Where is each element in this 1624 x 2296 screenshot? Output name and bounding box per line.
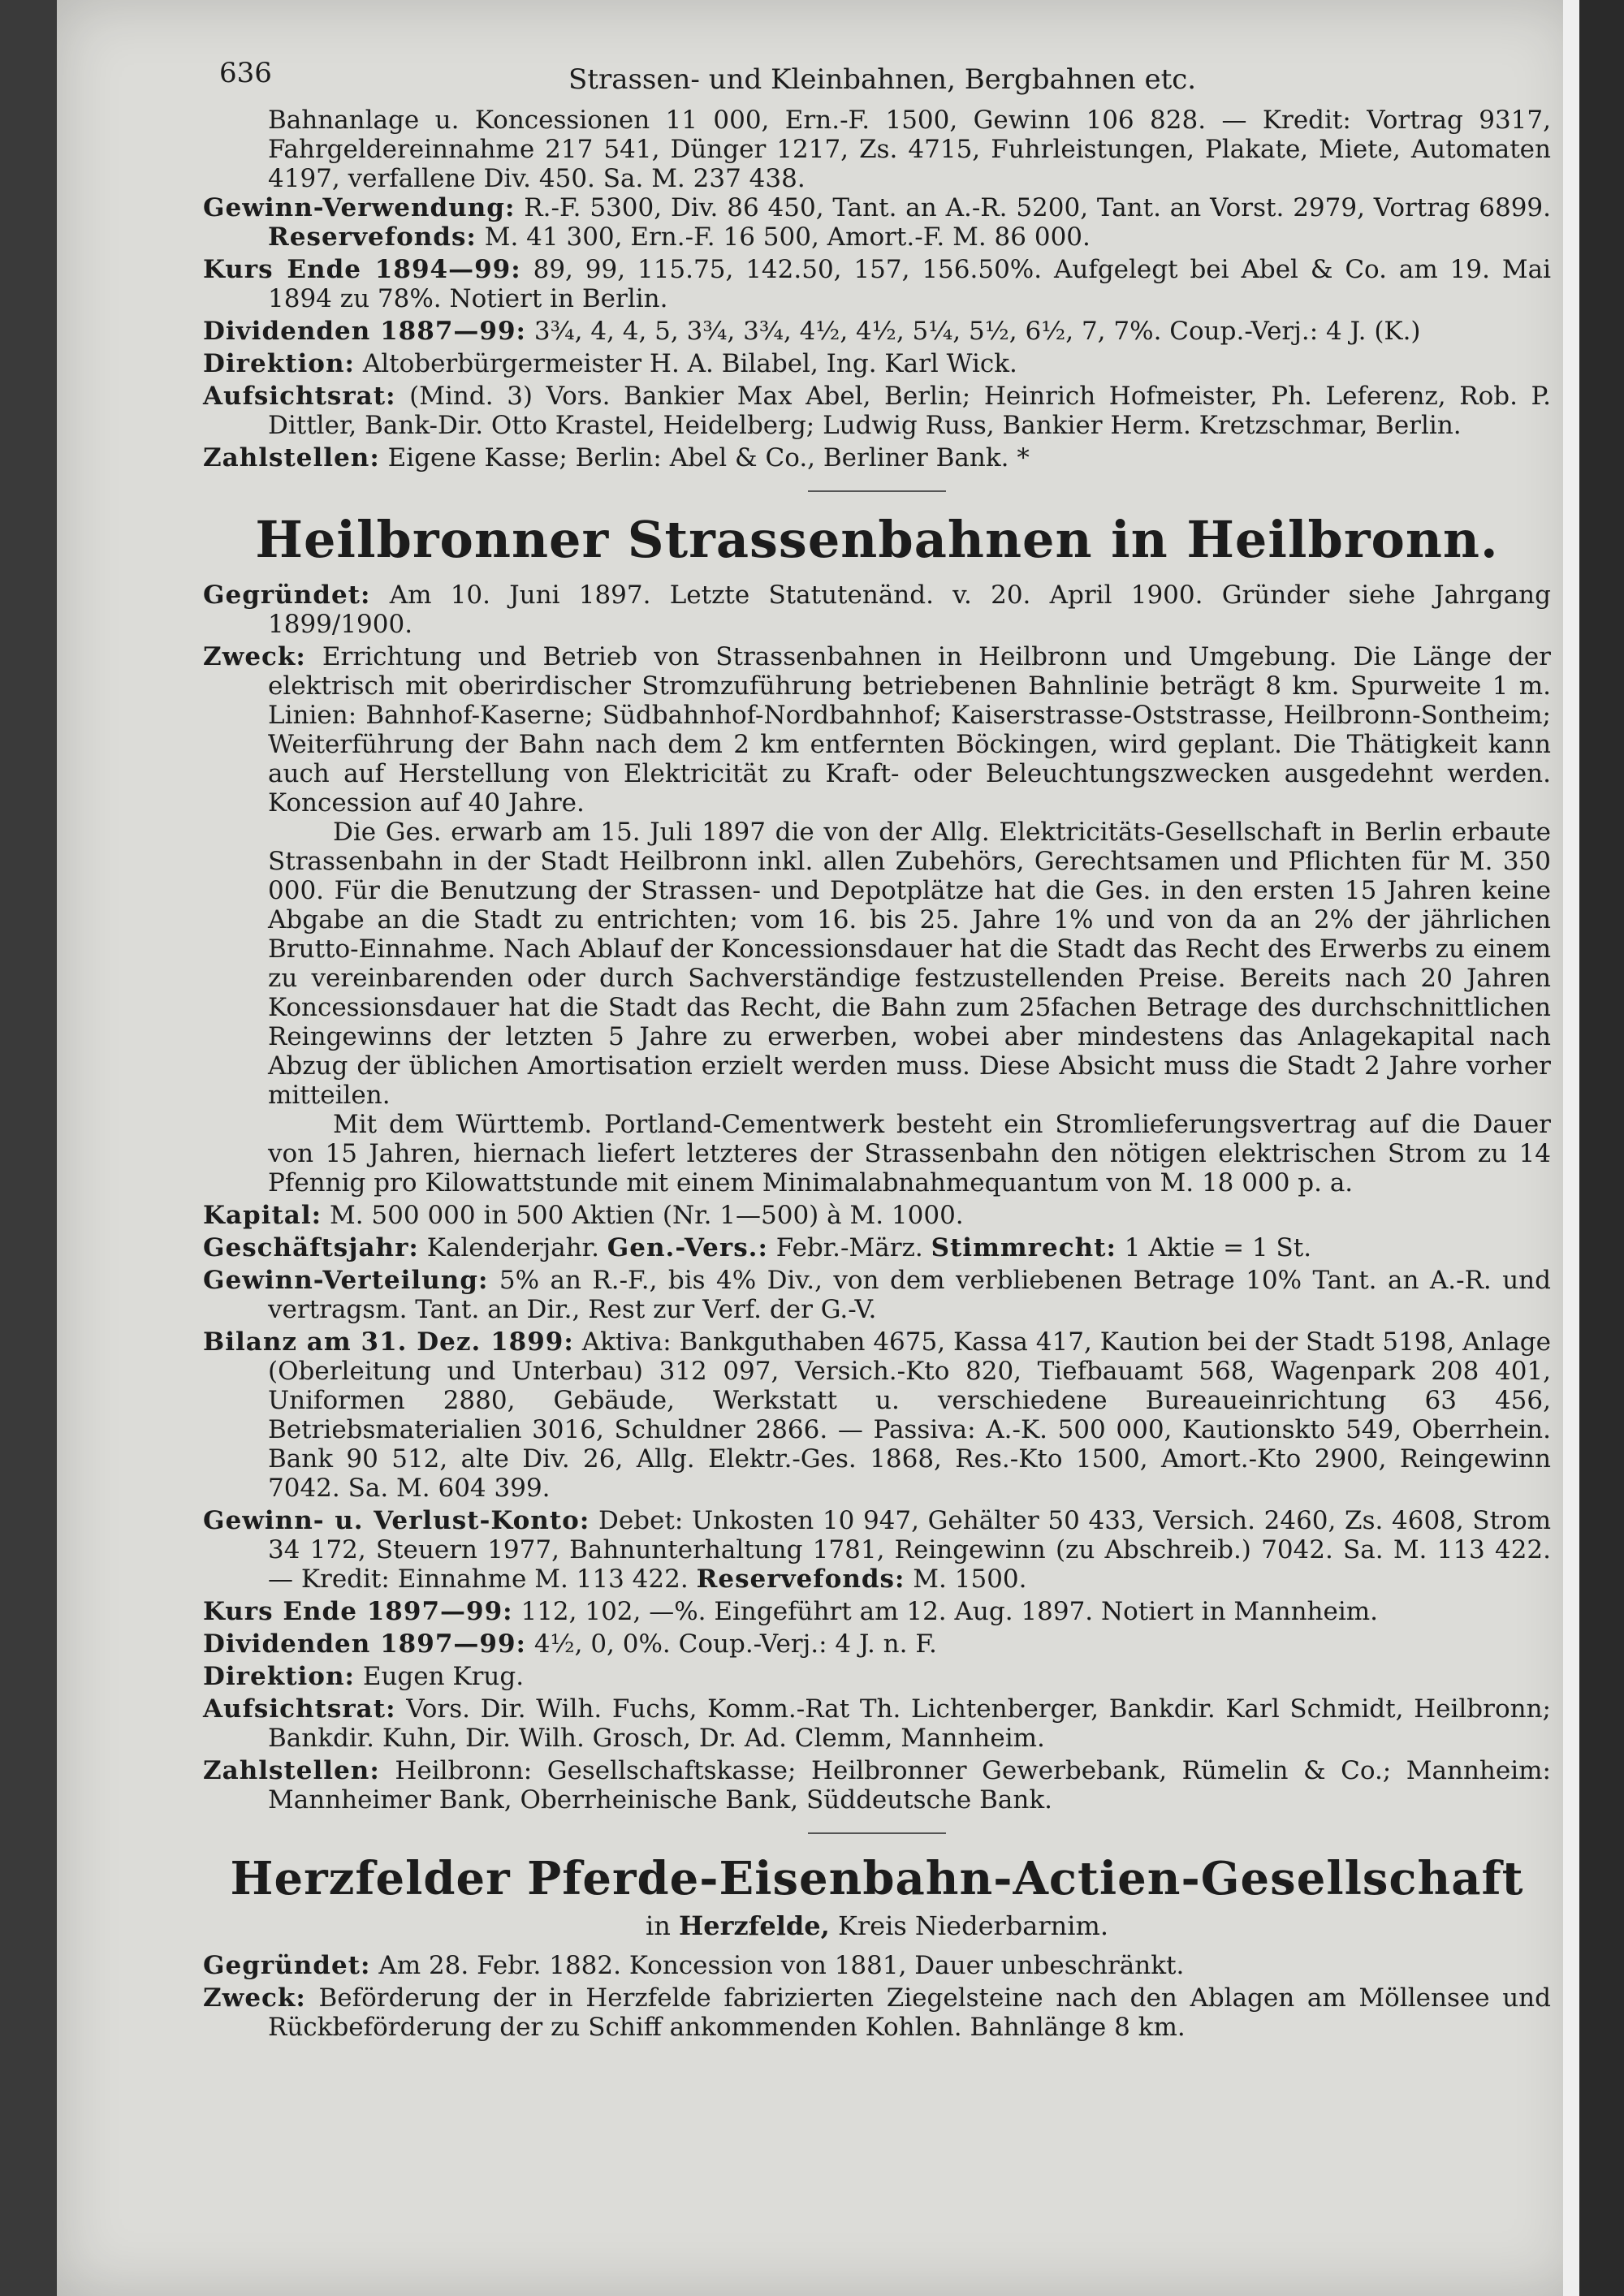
label: Zahlstellen: (203, 443, 380, 473)
subtitle-place: Herzfelde, (678, 1910, 830, 1941)
text: (Mind. 3) Vors. Bankier Max Abel, Berlin; Heinrich Hofmeister, Ph. Leferenz, Rob. P. Dittler, Bank-Dir. Otto Krastel, Heidelberg; Ludwig Russ, Bankier Herm. Kretzschmar, Berlin. (268, 382, 1551, 440)
prev-zahlstellen (203, 443, 1551, 473)
zahlstellen (203, 1756, 1551, 1815)
kurs (203, 1597, 1551, 1626)
label: Gewinn-Verwendung: (203, 193, 516, 222)
text: 112, 102, —%. Eingeführt am 12. Aug. 1897. Notiert in Mannheim. (520, 1597, 1379, 1626)
label: Aufsichtsrat: (203, 1694, 396, 1724)
zweck-paragraph-2: Die Ges. erwarb am 15. Juli 1897 die von der Allg. Elektricitäts-Gesellschaft in Berlin erbaute Strassenbahn in der Stadt Heilbronn inkl. allen Zubehörs, Gerechtsamen und Pflichten für M. 350 000. Für die Benutzung der Strassen- und Depotplätze hat die Ges. in den ersten 15 Jahren keine Abgabe an die Stadt zu entrichten; vom 16. bis 25. Jahre 1% und von da an 2% der jährlichen Brutto-Einnahme. Nach Ablauf der Koncessionsdauer hat die Stadt das Recht des Erwerbs zu einem zu vereinbarenden oder durch Sachverständige festzustellenden Preise. Bereits nach 20 Jahren Koncessionsdauer hat die Stadt das Recht, die Bahn zum 25fachen Betrage des durchschnittlichen Reingewinns der letzten 5 Jahre zu erwerben, wobei aber mindestens das Anlagekapital nach Abzug der üblichen Amortisation erzielt werden muss. Diese Absicht muss die Stadt 2 Jahre vorher mitteilen. (268, 818, 1551, 1110)
label: Gewinn-Verteilung: (203, 1266, 489, 1295)
subtitle-prefix: in (645, 1910, 671, 1941)
text: 3¾, 4, 4, 5, 3¾, 3¾, 4½, 4½, 5¼, 5½, 6½, 7, 7%. Coup.-Verj.: 4 J. (K.) (533, 317, 1421, 346)
zweck (203, 1983, 1551, 2042)
text: Altoberbürgermeister H. A. Bilabel, Ing. Karl Wick. (362, 349, 1017, 378)
label: Dividenden 1887—99: (203, 317, 526, 346)
bilanz (203, 1327, 1551, 1503)
prev-dividenden (203, 317, 1551, 346)
text: Kalenderjahr. (426, 1233, 599, 1262)
text: 89, 99, 115.75, 142.50, 157, 156.50%. Aufgelegt bei Abel & Co. am 19. Mai 1894 zu 78%. Notiert in Berlin. (268, 255, 1552, 313)
running-header (203, 57, 1551, 106)
aufsichtsrat (203, 1694, 1551, 1753)
subtitle-suffix: Kreis Niederbarnim. (837, 1910, 1109, 1941)
gegruendet (203, 1951, 1551, 1980)
prev-direktion (203, 349, 1551, 378)
label: Bilanz am 31. Dez. 1899: (203, 1327, 574, 1357)
text: Eugen Krug. (362, 1662, 525, 1691)
previous-entry (203, 106, 1551, 473)
page-number: 636 (219, 57, 272, 89)
text: 4½, 0, 0%. Coup.-Verj.: 4 J. n. F. (533, 1629, 937, 1659)
text: Beförderung der in Herzfelde fabrizierten Ziegelsteine nach den Ablagen am Möllensee und Rückbeförderung der zu Schiff ankommenden Kohlen. Bahnlänge 8 km. (268, 1983, 1551, 2042)
label: Gegründet: (203, 580, 371, 610)
label: Direktion: (203, 1662, 355, 1691)
label: Kapital: (203, 1201, 322, 1230)
text: Debet: Unkosten 10 947, Gehälter 50 433, Versich. 2460, Zs. 4608, Strom 34 172, Steuern 1977, Bahnunterhaltung 1781, Reingewinn (zu Abschreib.) 7042. Sa. M. 113 422. — Kredit: Einnahme M. 113 422. (268, 1506, 1552, 1594)
text: Am 10. Juni 1897. Letzte Statutenänd. v. 20. April 1900. Gründer siehe Jahrgang 1899/1900. (268, 580, 1551, 639)
text: M. 41 300, Ern.-F. 16 500, Amort.-F. M. 86 000. (484, 222, 1091, 252)
text: Heilbronn: Gesellschaftskasse; Heilbronner Gewerbebank, Rümelin & Co.; Mannheim: Mannheimer Bank, Oberrheinische Bank, Süddeutsche Bank. (268, 1756, 1551, 1815)
text: Vors. Dir. Wilh. Fuchs, Komm.-Rat Th. Lichtenberger, Bankdir. Karl Schmidt, Heilbronn; Bankdir. Kuhn, Dir. Wilh. Grosch, Dr. Ad. Clemm, Mannheim. (268, 1694, 1551, 1753)
section-divider (808, 1832, 946, 1834)
direktion (203, 1662, 1551, 1691)
label: Reservefonds: (268, 222, 477, 252)
heilbronn-entry (203, 510, 1551, 1815)
entry-title: Herzfelder Pferde-Eisenbahn-Actien-Gesellschaft (230, 1852, 1524, 1905)
entry-title: Heilbronner Strassenbahnen in Heilbronn. (255, 510, 1499, 569)
text: R.-F. 5300, Div. 86 450, Tant. an A.-R. 5200, Tant. an Vorst. 2979, Vortrag 6899. (524, 193, 1552, 222)
section-divider (808, 490, 946, 492)
label: Gewinn- u. Verlust-Konto: (203, 1506, 590, 1535)
label: Gen.-Vers.: (607, 1233, 768, 1262)
label: Stimmrecht: (931, 1233, 1116, 1262)
label: Geschäftsjahr: (203, 1233, 419, 1262)
label: Zweck: (203, 1983, 306, 2013)
scan-border (1579, 0, 1624, 2296)
prev-aufsichtsrat (203, 382, 1551, 440)
zweck (203, 642, 1551, 818)
text: Am 28. Febr. 1882. Koncession von 1881, Dauer unbeschränkt. (378, 1951, 1185, 1980)
gewinn-verlust-konto (203, 1506, 1551, 1594)
page-edge (1563, 0, 1579, 2296)
text: Errichtung und Betrieb von Strassenbahnen in Heilbronn und Umgebung. Die Länge der elektrisch mit oberirdischer Stromzuführung betriebenen Bahnlinie beträgt 8 km. Spurweite 1 m. Linien: Bahnhof-Kaserne; Südbahnhof-Nordbahnhof; Kaiserstrasse-Oststrasse, Heilbronn-Sontheim; Weiterführung der Bahn nach dem 2 km entfernten Böckingen, wird geplant. Die Thätigkeit kann auch auf Herstellung von Elektricität zu Kraft- oder Beleuchtungszwecken ausgedehnt werden. Koncession auf 40 Jahre. (268, 642, 1552, 818)
text: Febr.-März. (775, 1233, 923, 1262)
entry-subtitle (203, 1910, 1551, 1941)
label: Direktion: (203, 349, 355, 378)
text: 1 Aktie = 1 St. (1124, 1233, 1312, 1262)
text: M. 500 000 in 500 Aktien (Nr. 1—500) à M. 1000. (329, 1201, 964, 1230)
text: Aktiva: Bankguthaben 4675, Kassa 417, Kaution bei der Stadt 5198, Anlage (Oberleitung und Unterbau) 312 097, Versich.-Kto 820, Tiefbauamt 568, Wagenpark 208 401, Uniformen 2880, Gebäude, Werkstatt u. verschiedene Bureaueinrichtung 63 456, Betriebsmaterialien 3016, Schuldner 2866. — Passiva: A.-K. 500 000, Kautionskto 549, Oberrhein. Bank 90 512, alte Div. 26, Allg. Elektr.-Ges. 1868, Res.-Kto 1500, Amort.-Kto 2900, Reingewinn 7042. Sa. M. 604 399. (268, 1327, 1551, 1503)
label: Aufsichtsrat: (203, 382, 396, 411)
label: Gegründet: (203, 1951, 371, 1980)
herzfelde-entry (203, 1852, 1551, 2042)
running-title: Strassen- und Kleinbahnen, Bergbahnen etc. (568, 63, 1197, 96)
label: Kurs Ende 1897—99: (203, 1597, 513, 1626)
prev-kredit: Bahnanlage u. Koncessionen 11 000, Ern.-F. 1500, Gewinn 106 828. — Kredit: Vortrag 9317, Fahrgeldereinnahme 217 541, Dünger 1217, Zs. 4715, Fuhrleistungen, Plakate, Miete, Automaten 4197, verfallene Div. 450. Sa. M. 237 438. (268, 106, 1551, 193)
kapital (203, 1201, 1551, 1230)
label: Reservefonds: (696, 1564, 905, 1594)
label: Dividenden 1897—99: (203, 1629, 526, 1659)
gewinn-verteilung (203, 1266, 1551, 1324)
label: Kurs Ende 1894—99: (203, 255, 521, 284)
zweck-paragraph-3: Mit dem Württemb. Portland-Cementwerk besteht ein Stromlieferungsvertrag auf die Dauer von 15 Jahren, hiernach liefert letzteres der Strassenbahn den nötigen elektrischen Strom zu 14 Pfennig pro Kilowattstunde mit einem Minimalabnahmequantum von M. 18 000 p. a. (268, 1110, 1551, 1198)
label: Zahlstellen: (203, 1756, 380, 1785)
gegruendet (203, 580, 1551, 639)
label: Zweck: (203, 642, 306, 671)
text: M. 1500. (913, 1564, 1027, 1594)
text: Eigene Kasse; Berlin: Abel & Co., Berliner Bank. * (387, 443, 1030, 473)
page-content (203, 57, 1551, 2045)
prev-kurs (203, 255, 1551, 313)
geschaeftsjahr (203, 1233, 1551, 1262)
dividenden (203, 1629, 1551, 1659)
text: 5% an R.-F., bis 4% Div., von dem verbliebenen Betrage 10% Tant. an A.-R. und vertragsm. Tant. an Dir., Rest zur Verf. der G.-V. (268, 1266, 1551, 1324)
prev-gewinn (203, 193, 1551, 252)
